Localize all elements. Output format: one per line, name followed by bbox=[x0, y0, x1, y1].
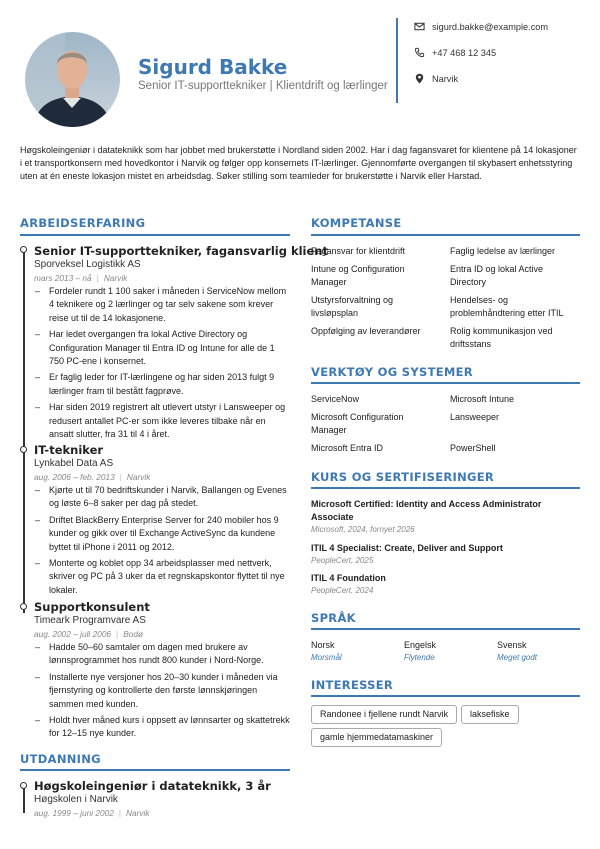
timeline-dot bbox=[20, 603, 27, 610]
language-name: Norsk bbox=[311, 640, 335, 650]
competence-item: Utstyrsforvaltning og livsløpsplan bbox=[311, 295, 394, 318]
profile-photo bbox=[25, 32, 120, 127]
contact-email-text: sigurd.bakke@example.com bbox=[432, 21, 549, 32]
job-bullet: – Er faglig leder for IT-lærlingene og har siden 2013 fulgt 9 lærlinger fram til bestått fagprøve. bbox=[34, 371, 292, 398]
section-title-experience: ARBEIDSERFARING bbox=[20, 216, 146, 230]
experience-timeline bbox=[23, 248, 25, 613]
contact-location-text: Narvik bbox=[432, 73, 459, 84]
contact-location bbox=[414, 73, 458, 84]
section-title-competence: KOMPETANSE bbox=[311, 216, 402, 230]
header-divider bbox=[396, 18, 398, 103]
job-meta: aug. 2002 – juli 2006 | Bodø bbox=[34, 629, 144, 639]
job-bullet: – Har siden 2019 registrert alt utlevert utstyr i Lansweeper og redusert antallet PC-er som ikke leveres tilbake når en ansatt slutter, fra 31 til 4 i året. bbox=[34, 401, 292, 441]
job-location: Bodø bbox=[123, 629, 144, 639]
tool-item: ServiceNow bbox=[311, 394, 360, 404]
job-bullet: – Monterte og koblet opp 34 arbeidsplasser med nettverk, skriver og PC på 3 uker da et regnskapskontor flyttet til nye lokaler. bbox=[34, 557, 292, 597]
competence-item: Entra ID og lokal Active Directory bbox=[450, 264, 544, 287]
interest-tag: laksefiske bbox=[461, 705, 519, 724]
education-degree: Høgskoleingeniør i datateknikk, 3 år bbox=[34, 779, 271, 793]
course-meta: PeopleCert, 2024 bbox=[311, 586, 374, 595]
interest-tag: Randonee i fjellene rundt Narvik bbox=[311, 705, 457, 724]
competence-item: Intune og Configuration Manager bbox=[311, 264, 405, 287]
contact-phone[interactable] bbox=[414, 47, 496, 58]
course-title: ITIL 4 Specialist: Create, Deliver and Support bbox=[311, 543, 503, 553]
interest-tag: gamle hjemmedatamaskiner bbox=[311, 728, 442, 747]
section-title-interests: INTERESSER bbox=[311, 678, 394, 692]
phone-icon bbox=[414, 47, 425, 58]
job-dates: aug. 2002 – juli 2006 bbox=[34, 629, 112, 639]
competence-item: Fagansvar for klientdrift bbox=[311, 246, 406, 256]
tool-item: Microsoft Configuration Manager bbox=[311, 412, 404, 435]
course-title: ITIL 4 Foundation bbox=[311, 573, 386, 583]
profile-summary: Høgskoleingeniør i datateknikk som har jobbet med brukerstøtte i Nordland siden 2002. Har i dag fagansvaret for klientene på 14 lokasjoner i et transportkonsern med hovedkontor i Narvik og følger opp konsernets IT-lærlinger. Gjennomførte overgangen til skybasert enhetsstyring uten at én eneste lokasjon mistet en arbeidsdag. Søker stilling som teamleder for brukerstøtte i Narvik eller Harstad. bbox=[20, 145, 577, 181]
job-title: Senior IT-supporttekniker, fagansvarlig klient bbox=[34, 244, 328, 258]
competence-item: Rolig kommunikasjon ved driftsstans bbox=[450, 326, 553, 349]
section-rule bbox=[311, 487, 580, 489]
tool-item: PowerShell bbox=[450, 443, 496, 453]
timeline-dot bbox=[20, 446, 27, 453]
job-location: Narvik bbox=[103, 273, 128, 283]
job-title: IT-tekniker bbox=[34, 443, 104, 457]
job-dates: mars 2013 – nå bbox=[34, 273, 92, 283]
job-bullet: – Holdt hver måned kurs i oppsett av lønnsarter og skattetrekk for 12–15 nye kunder. bbox=[34, 714, 292, 741]
competence-item: Oppfølging av leverandører bbox=[311, 326, 421, 336]
job-bullet: – Har ledet overgangen fra lokal Active Directory og Configuration Manager til Entra ID og Intune for alle de 1 750 PC-ene i konsernet. bbox=[34, 328, 292, 368]
tool-item: Microsoft Entra ID bbox=[311, 443, 384, 453]
course-title: Microsoft Certified: Identity and Access Administrator Associate bbox=[311, 499, 542, 522]
contact-email[interactable] bbox=[414, 21, 548, 32]
mail-icon bbox=[414, 21, 425, 32]
competence-item: Faglig ledelse av lærlinger bbox=[450, 246, 556, 256]
language-level: Meget godt bbox=[497, 653, 538, 662]
tool-item: Microsoft Intune bbox=[450, 394, 515, 404]
language-level: Flytende bbox=[404, 653, 435, 662]
section-title-languages: SPRÅK bbox=[311, 611, 356, 625]
language-level: Morsmål bbox=[311, 653, 342, 662]
job-bullets bbox=[34, 484, 292, 600]
section-title-tools: VERKTØY OG SYSTEMER bbox=[311, 365, 473, 379]
language-name: Svensk bbox=[497, 640, 527, 650]
section-rule bbox=[20, 769, 290, 771]
job-bullets bbox=[34, 285, 292, 444]
job-title: Supportkonsulent bbox=[34, 600, 150, 614]
section-rule bbox=[20, 234, 290, 236]
job-dates: aug. 2006 – feb. 2013 bbox=[34, 472, 115, 482]
section-rule bbox=[311, 382, 580, 384]
education-school: Høgskolen i Narvik bbox=[34, 794, 118, 805]
full-name: Sigurd Bakke bbox=[138, 55, 288, 79]
course-meta: Microsoft, 2024, fornyet 2026 bbox=[311, 525, 415, 534]
job-headline: Senior IT-supporttekniker | Klientdrift og lærlinger bbox=[138, 80, 388, 92]
job-meta: aug. 2006 – feb. 2013 | Narvik bbox=[34, 472, 151, 482]
job-company: Sporveksel Logistikk AS bbox=[34, 259, 141, 270]
education-dates: aug. 1999 – juni 2002 bbox=[34, 808, 114, 818]
education-meta: aug. 1999 – juni 2002 | Narvik bbox=[34, 808, 150, 818]
timeline-dot bbox=[20, 782, 27, 789]
tool-item: Lansweeper bbox=[450, 412, 500, 422]
job-bullet: – Hadde 50–60 samtaler om dagen med brukere av lønnsprogrammet hos rundt 800 kunder i Nord-Norge. bbox=[34, 641, 292, 668]
language-name: Engelsk bbox=[404, 640, 437, 650]
section-title-education: UTDANNING bbox=[20, 752, 101, 766]
course-meta: PeopleCert, 2025 bbox=[311, 556, 374, 565]
contact-phone-text: +47 468 12 345 bbox=[432, 47, 497, 58]
job-company: Timeark Programvare AS bbox=[34, 615, 146, 626]
job-bullet: – Kjørte ut til 70 bedriftskunder i Narvik, Ballangen og Evenes og løste 6–8 saker per dag på stedet. bbox=[34, 484, 292, 511]
section-rule bbox=[311, 695, 580, 697]
section-rule bbox=[311, 628, 580, 630]
competence-item: Hendelses- og problemhåndtering etter ITIL bbox=[450, 295, 564, 318]
timeline-dot bbox=[20, 246, 27, 253]
job-meta: mars 2013 – nå | Narvik bbox=[34, 273, 128, 283]
section-title-courses: KURS OG SERTIFISERINGER bbox=[311, 470, 495, 484]
job-location: Narvik bbox=[126, 472, 151, 482]
job-company: Lynkabel Data AS bbox=[34, 458, 114, 469]
location-icon bbox=[414, 73, 425, 84]
job-bullet: – Fordeler rundt 1 100 saker i måneden i ServiceNow mellom 4 teknikere og 2 lærlinger og tar selv sakene som krever reise ut til de 14 lokasjonene. bbox=[34, 285, 292, 325]
education-location: Narvik bbox=[125, 808, 150, 818]
job-bullets bbox=[34, 641, 292, 744]
section-rule bbox=[311, 234, 580, 236]
job-bullet: – Driftet BlackBerry Enterprise Server for 240 mobiler hos 9 kunder og gikk over til Exchange ActiveSync da kundene byttet til iPhone i 2011 og 2012. bbox=[34, 514, 292, 554]
job-bullet: – Installerte nye versjoner hos 20–30 kunder i måneden via fjernstyring og kontrollerte den første lønnskjøringen sammen med kunden. bbox=[34, 671, 292, 711]
